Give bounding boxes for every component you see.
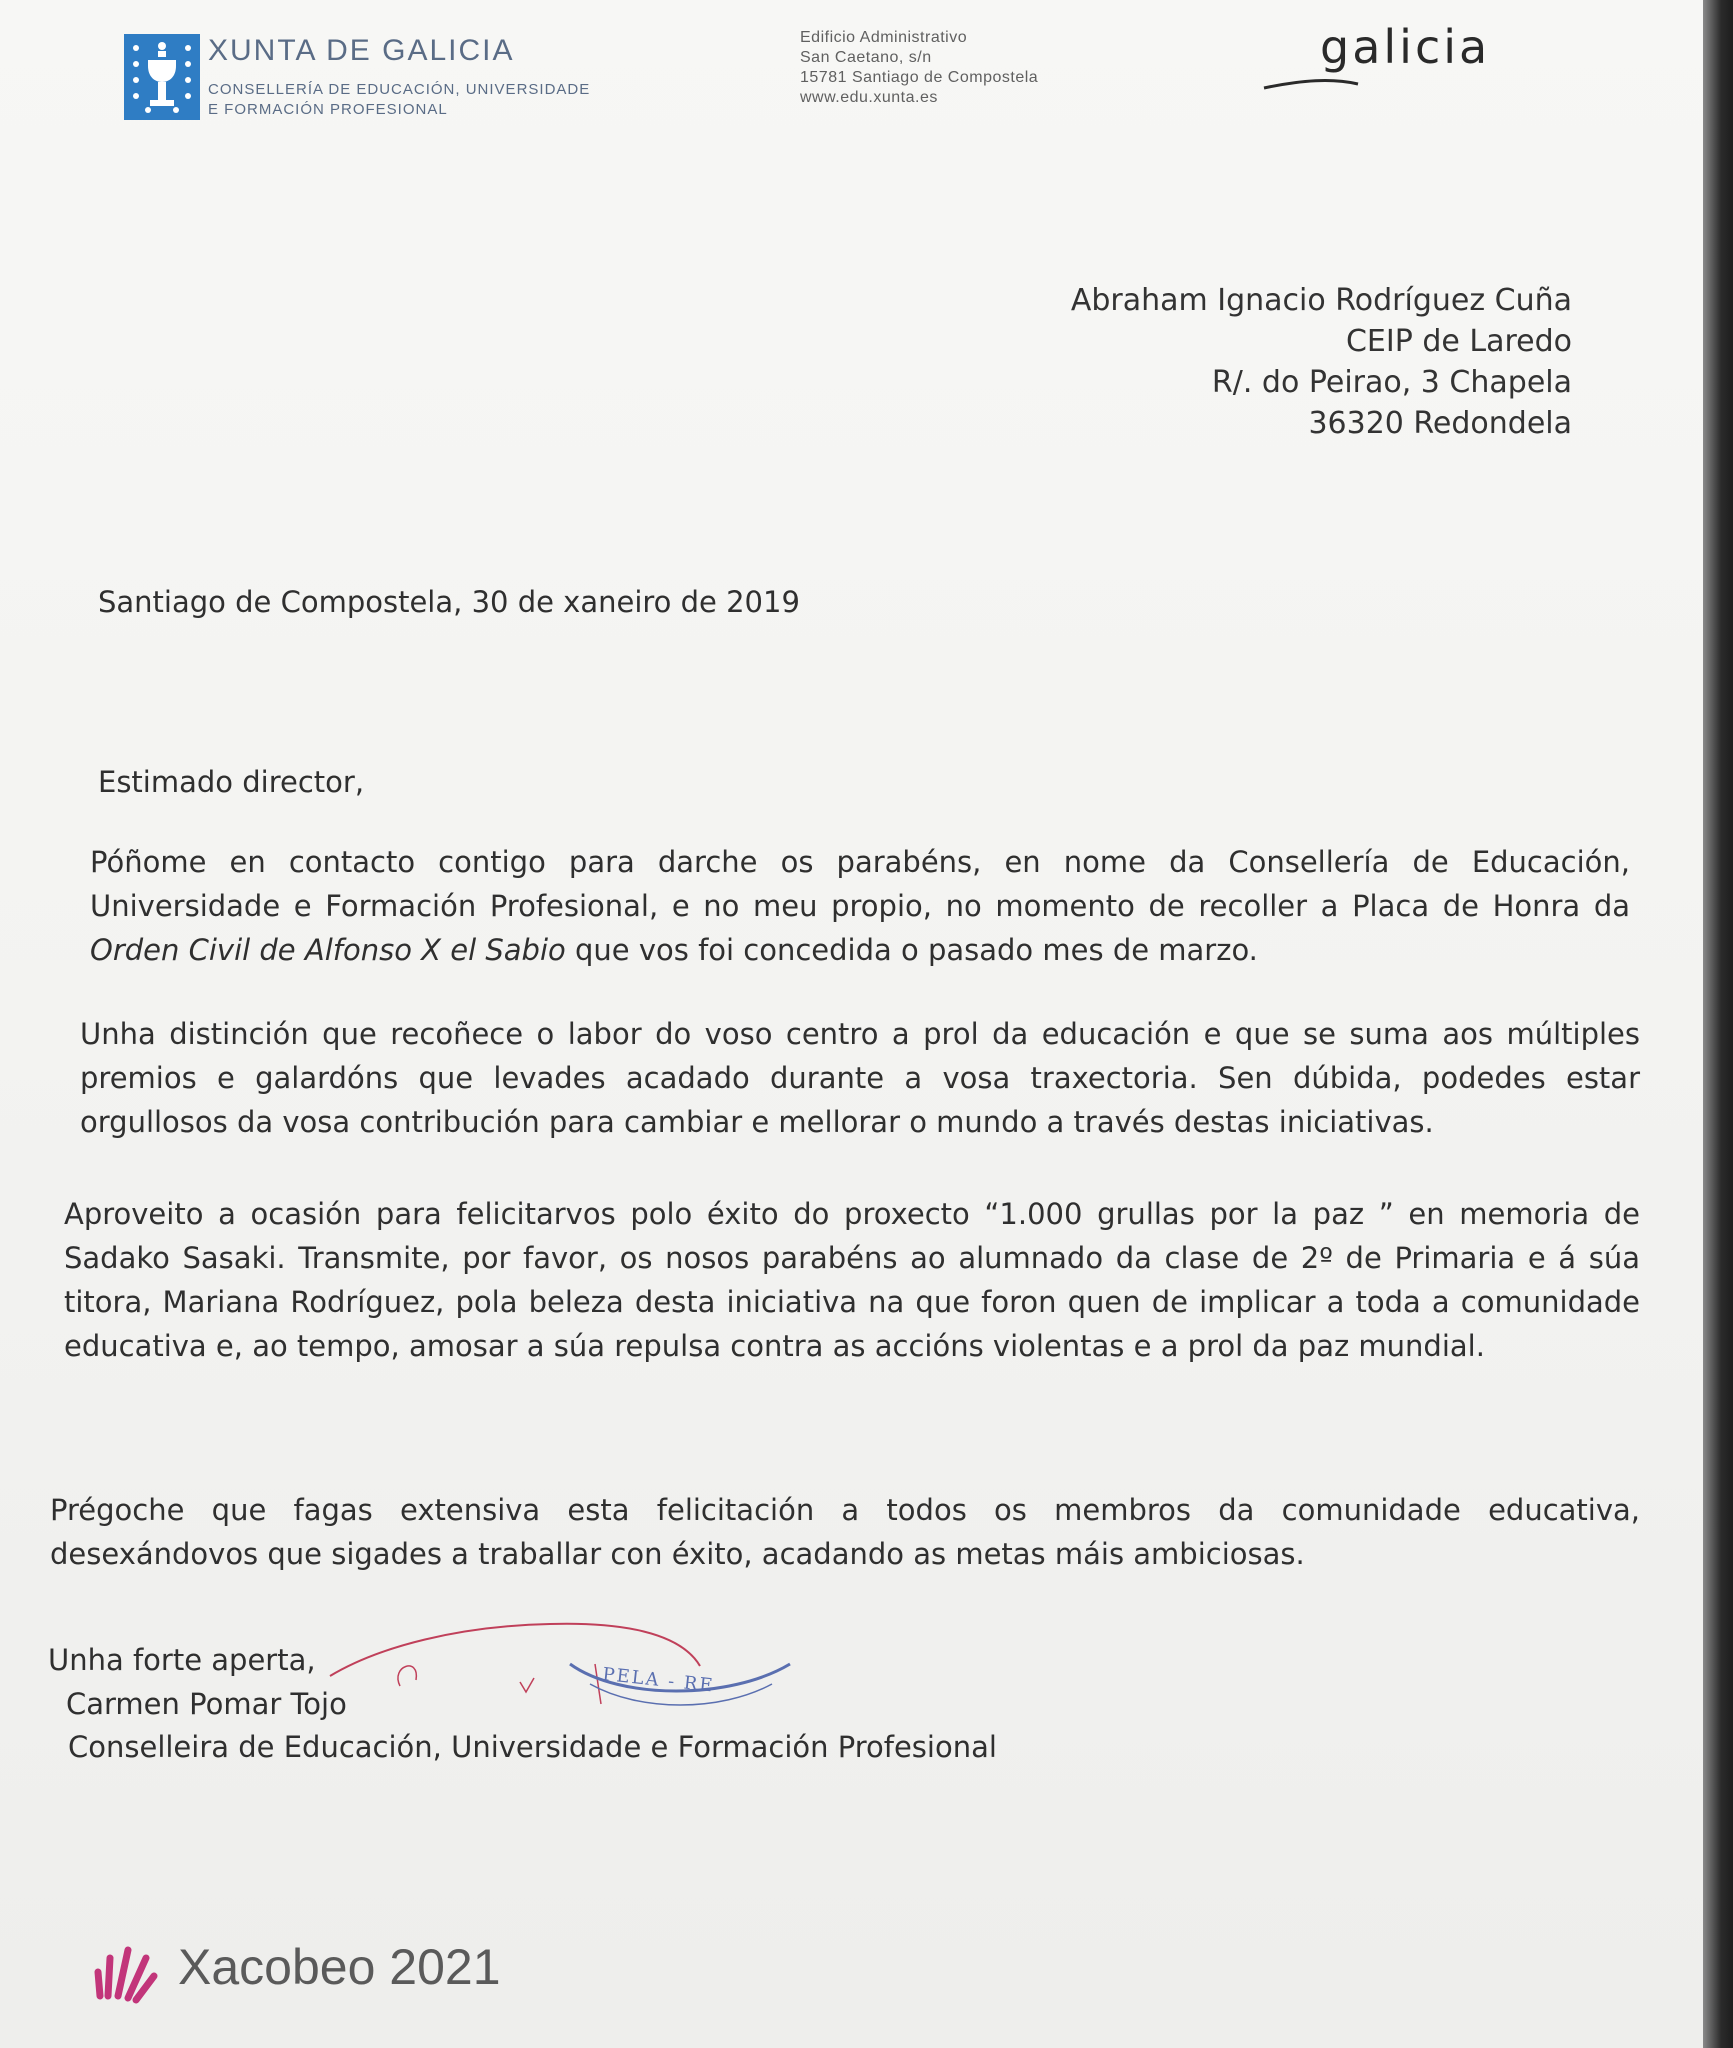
department-name [208, 80, 590, 120]
sender-address-line-2: San Caetano, s/n [800, 49, 932, 66]
department-line-1: CONSELLERÍA DE EDUCACIÓN, UNIVERSIDADE [208, 81, 591, 98]
department-line-2: E FORMACIÓN PROFESIONAL [208, 101, 448, 118]
paragraph-1 [90, 840, 1630, 972]
scallop-shell-icon [88, 1936, 162, 2010]
order-name: Orden Civil de Alfonso X el Sabio [90, 933, 566, 967]
sender-website: www.edu.xunta.es [800, 89, 938, 106]
xunta-coat-of-arms-icon [124, 34, 200, 120]
paragraph-4: Prégoche que fagas extensiva esta felicitación a todos os membros da comunidade educativa, desexándovos que sigades a traballar con éxito, acadando as metas máis ambiciosas. [50, 1493, 1640, 1571]
recipient-address [1071, 280, 1572, 444]
paragraph-2: Unha distinción que recoñece o labor do voso centro a prol da educación e que se suma aos múltiples premios e galardóns que levades acadado durante a vosa traxectoria. Sen dúbida, podedes estar orgullosos da vosa contribución para cambiar e mellorar o mundo a través destas iniciativas. [80, 1017, 1640, 1139]
paragraph-1-end: que vos foi concedida o pasado mes de marzo. [565, 933, 1258, 967]
recipient-postal: 36320 Redondela [1308, 406, 1572, 441]
paragraph-3: Aproveito a ocasión para felicitarvos polo éxito do proxecto “1.000 grullas por la paz ” en memoria de Sadako Sasaki. Transmite, por favor, os nosos parabéns ao alumnado da clase de 2º de Primaria e á súa titora, Mariana Rodríguez, pola beleza desta iniciativa na que foron quen de implicar a toda a comunidade educativa e, ao tempo, amosar a súa repulsa contra as accións violentas e a prol da paz mundial. [64, 1197, 1640, 1363]
signer-title: Conselleira de Educación, Universidade e Formación Profesional [68, 1730, 997, 1764]
paragraph-1-start: Póñome en contacto contigo para darche os parabéns, en nome da Consellería de Educación, Universidade e Formación Profesional, e no meu propio, no momento de recoller a Placa de Honra da [90, 845, 1630, 923]
sender-address-line-3: 15781 Santiago de Compostela [800, 69, 1039, 86]
background-edge [1703, 0, 1733, 2048]
org-name: XUNTA DE GALICIA [208, 34, 515, 67]
signer-name: Carmen Pomar Tojo [66, 1687, 347, 1721]
recipient-school: CEIP de Laredo [1345, 324, 1572, 359]
closing: Unha forte aperta, [48, 1643, 316, 1677]
sender-address [800, 28, 1038, 108]
official-stamp [560, 1654, 800, 1734]
greeting: Estimado director, [98, 765, 365, 799]
sender-address-line-1: Edificio Administrativo [800, 29, 968, 46]
stamp-text: PELA - RE [601, 1663, 716, 1697]
xacobeo-brand: Xacobeo 2021 [178, 1939, 501, 1995]
recipient-name: Abraham Ignacio Rodríguez Cuña [1070, 283, 1572, 318]
recipient-street: R/. do Peirao, 3 Chapela [1211, 365, 1572, 400]
date-line: Santiago de Compostela, 30 de xaneiro de 2019 [98, 585, 800, 619]
galicia-brand-logo: galicia [1320, 20, 1491, 74]
